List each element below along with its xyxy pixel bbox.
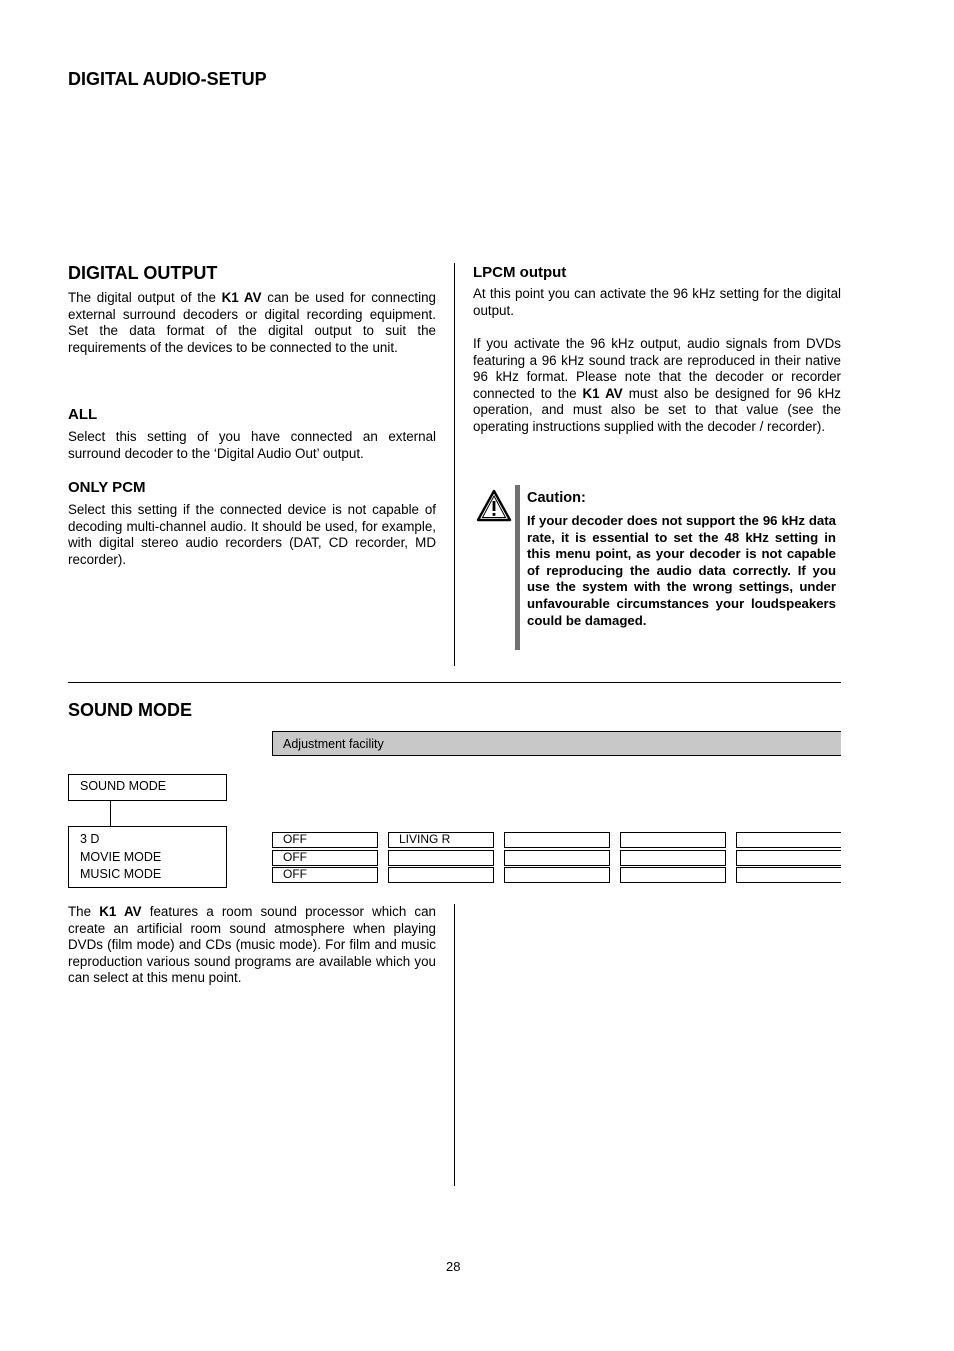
option-music-mode: MUSIC MODE <box>80 867 162 881</box>
grid-cell <box>736 832 841 848</box>
value-music-mode: OFF <box>272 867 378 883</box>
lpcm-para2: If you activate the 96 kHz output, audio signals from DVDs featuring a 96 kHz sound track are reproduced in their native 96 kHz format. Please note that the decoder or recorder connected to the K1 AV must also be designed for 96 kHz operation, and must also be set to that value (see the operating instructions supplied with the decoder / recorder). <box>473 336 841 434</box>
caution-title: Caution: <box>527 490 586 506</box>
sound-mode-text: The K1 AV features a room sound processor which can create an artificial room sound atmosphere when playing DVDs (film mode) and CDs (music mode). For film and music reproduction various sound programs are available which you can select at this menu point. <box>68 904 437 986</box>
digital-output-heading: DIGITAL OUTPUT <box>68 263 218 283</box>
caution-text: If your decoder does not support the 96 kHz data rate, it is essential to set the 48 kHz setting in this menu point, as your decoder is not capable of reproducing the audio data correctly. If you use the system with the wrong settings, under unfavourable circumstances your loudspeakers could be damaged. <box>527 513 836 628</box>
caution-bar <box>515 485 520 650</box>
option-movie-mode: MOVIE MODE <box>80 849 162 864</box>
all-text: Select this setting of you have connected an external surround decoder to the ‘Digital Audio Out’ output. <box>68 429 436 461</box>
grid-cell <box>504 867 610 883</box>
sound-mode-options-box <box>68 826 227 888</box>
option-3d: 3 D <box>80 832 100 846</box>
lpcm-heading: LPCM output <box>473 264 567 281</box>
only-pcm-text: Select this setting if the connected device is not capable of decoding multi-channel audio. It should be used, for example, with digital stereo audio recorders (DAT, CD recorder, MD recorder). <box>68 502 436 567</box>
grid-cell <box>620 867 726 883</box>
grid-cell <box>504 850 610 866</box>
menu-connector <box>110 800 111 827</box>
only-pcm-heading: ONLY PCM <box>68 479 146 496</box>
lpcm-para1: At this point you can activate the 96 kHz setting for the digital output. <box>473 286 841 318</box>
value-movie-mode: OFF <box>272 850 378 866</box>
grid-cell <box>620 832 726 848</box>
value-3d: OFF <box>272 832 378 848</box>
section-separator <box>68 682 841 683</box>
digital-output-intro: The digital output of the K1 AV can be used for connecting external surround decoders or digital recording equipment. Set the data format of the digital output to suit the requirements of the devices to be connected to the unit. <box>68 290 436 355</box>
page-number: 28 <box>446 1259 461 1274</box>
sound-mode-menu-box: SOUND MODE <box>68 774 227 801</box>
grid-cell <box>620 850 726 866</box>
value-3d-second: LIVING R <box>388 832 494 848</box>
column-divider-bottom <box>454 904 455 1186</box>
grid-cell <box>388 850 494 866</box>
sound-mode-heading: SOUND MODE <box>68 700 193 720</box>
adjustment-facility-bar: Adjustment facility <box>272 731 841 756</box>
column-divider-top <box>454 263 455 666</box>
grid-cell <box>736 850 841 866</box>
grid-cell <box>504 832 610 848</box>
warning-triangle-icon <box>476 489 512 523</box>
grid-cell <box>388 867 494 883</box>
page-title: DIGITAL AUDIO-SETUP <box>68 69 267 89</box>
grid-cell <box>736 867 841 883</box>
all-heading: ALL <box>68 406 98 423</box>
